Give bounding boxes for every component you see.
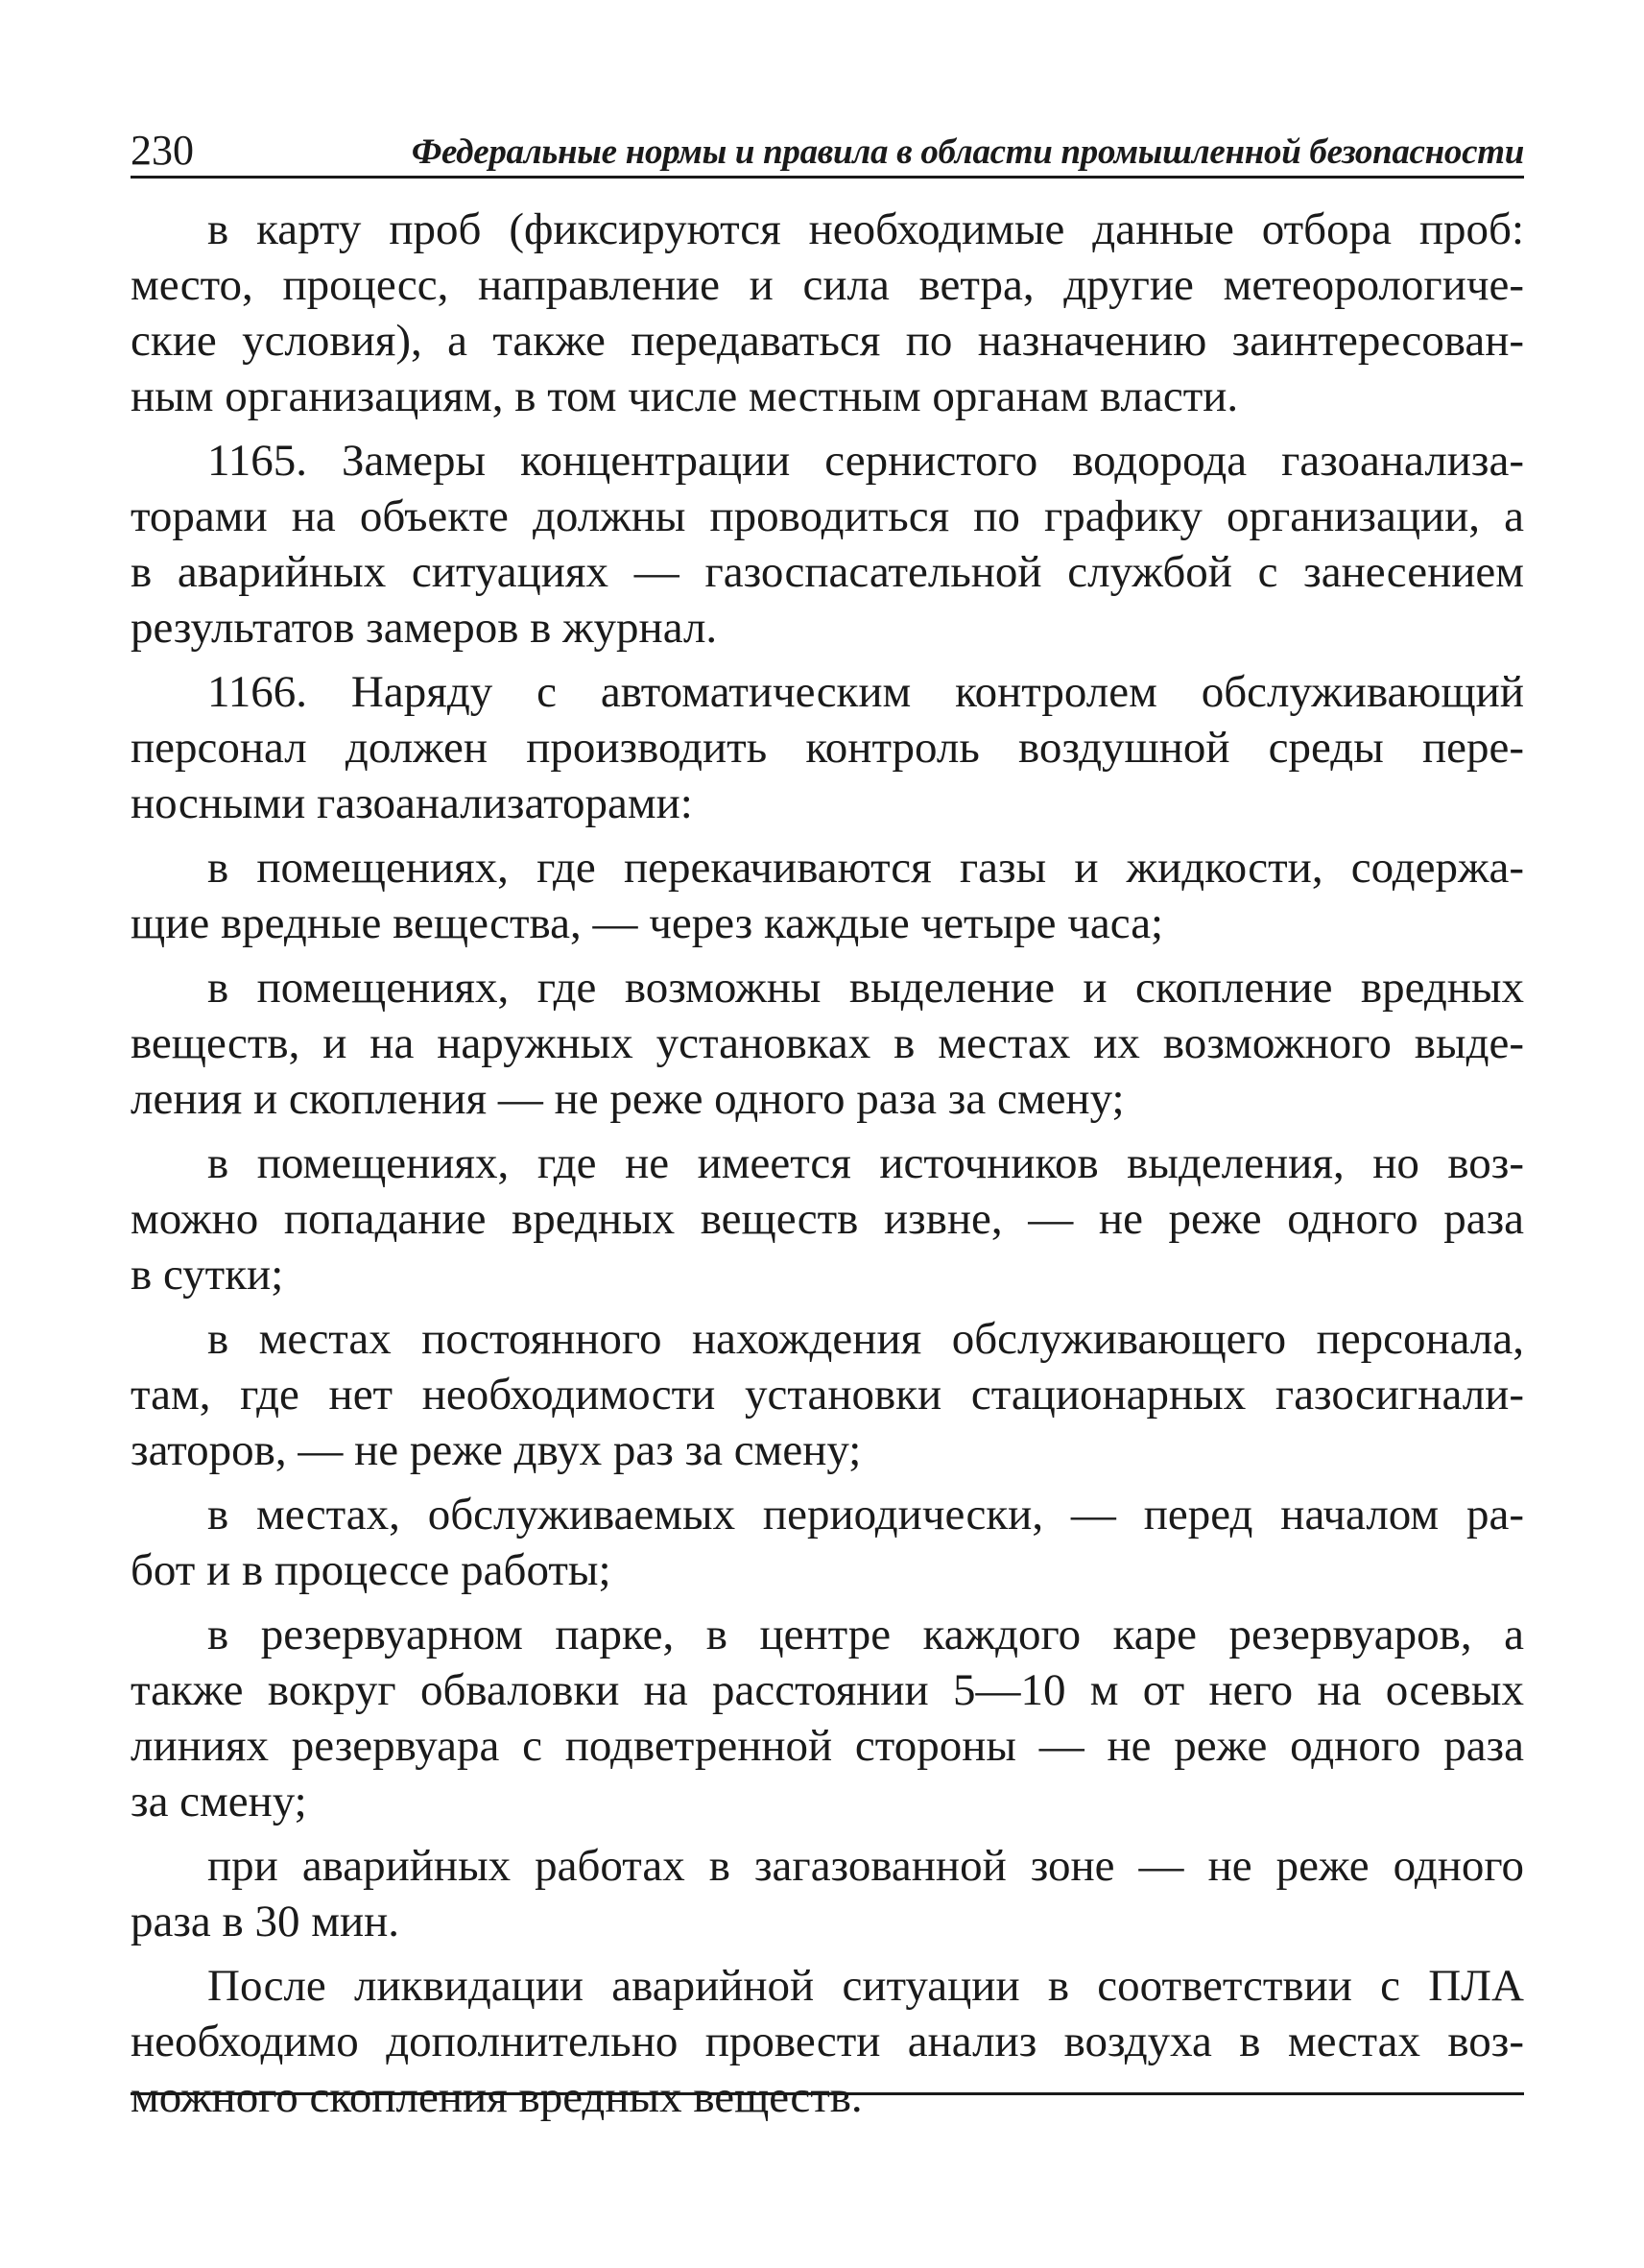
paragraph-continuation [131, 202, 1524, 424]
text-line: можно попадание вредных веществ извне, — не реже одного раза [131, 1194, 1524, 1244]
paragraph-1165 [131, 433, 1524, 656]
text-line: в аварийных ситуациях — газоспасательной службой с занесением [131, 547, 1524, 597]
text-line: торами на объекте должны проводиться по графику организации, а [131, 491, 1524, 541]
text-line: После ликвидации аварийной ситуации в соответствии с ПЛА [207, 1961, 1524, 2011]
text-line: за смену; [131, 1777, 307, 1826]
text-line: можного скопления вредных веществ. [131, 2072, 863, 2122]
body-text [131, 202, 1524, 2134]
text-line: в помещениях, где возможны выделение и скопление вредных [207, 963, 1524, 1013]
list-item-paragraph [131, 1135, 1524, 1302]
text-line: веществ, и на наружных установках в местах их возможного выде- [131, 1018, 1524, 1068]
text-line: бот и в процессе работы; [131, 1545, 611, 1595]
text-line: в помещениях, где перекачиваются газы и жидкости, содержа- [207, 843, 1524, 893]
text-line: линиях резервуара с подветренной стороны — не реже одного раза [131, 1721, 1524, 1771]
text-line: в карту проб (фиксируются необходимые данные отбора проб: [207, 204, 1524, 254]
text-line: также вокруг обваловки на расстоянии 5—10 м от него на осевых [131, 1665, 1524, 1715]
text-line: ления и скопления — не реже одного раза за смену; [131, 1074, 1125, 1124]
running-header [131, 120, 1524, 179]
list-item-paragraph [131, 1607, 1524, 1829]
list-item-paragraph [131, 1487, 1524, 1598]
page-number: 230 [131, 127, 194, 174]
text-line: в местах, обслуживаемых периодически, — перед началом ра- [207, 1490, 1524, 1540]
text-line: в помещениях, где не имеется источников выделения, но воз- [207, 1138, 1524, 1188]
text-line: в резервуарном парке, в центре каждого каре резервуаров, а [207, 1610, 1524, 1659]
running-title: Федеральные нормы и правила в области промышленной безопасности [411, 132, 1524, 172]
text-line: там, где нет необходимости установки стационарных газосигнали- [131, 1370, 1524, 1420]
list-item-paragraph [131, 960, 1524, 1127]
text-line: 1165. Замеры концентрации сернистого водорода газоанализа- [207, 436, 1524, 486]
text-line: ские условия), а также передаваться по назначению заинтересован- [131, 316, 1524, 366]
text-line: щие вредные вещества, — через каждые четыре часа; [131, 898, 1164, 948]
text-line: раза в 30 мин. [131, 1897, 400, 1946]
text-line: 1166. Наряду с автоматическим контролем обслуживающий [207, 667, 1524, 717]
text-line: ным организациям, в том числе местным органам власти. [131, 371, 1239, 421]
text-line: при аварийных работах в загазованной зоне — не реже одного [207, 1841, 1524, 1891]
text-line: заторов, — не реже двух раз за смену; [131, 1425, 862, 1475]
list-item-paragraph [131, 1838, 1524, 1949]
footer-rule [131, 2092, 1524, 2095]
closing-paragraph [131, 1958, 1524, 2125]
list-item-paragraph [131, 1311, 1524, 1478]
text-line: необходимо дополнительно провести анализ воздуха в местах воз- [131, 2017, 1524, 2066]
text-line: в сутки; [131, 1250, 284, 1300]
paragraph-1166 [131, 664, 1524, 831]
text-line: место, процесс, направление и сила ветра, другие метеорологиче- [131, 260, 1524, 310]
text-line: результатов замеров в журнал. [131, 603, 718, 653]
text-line: носными газоанализаторами: [131, 778, 693, 828]
list-item-paragraph [131, 840, 1524, 951]
text-line: персонал должен производить контроль воздушной среды пере- [131, 723, 1524, 773]
text-line: в местах постоянного нахождения обслуживающего персонала, [207, 1314, 1524, 1364]
